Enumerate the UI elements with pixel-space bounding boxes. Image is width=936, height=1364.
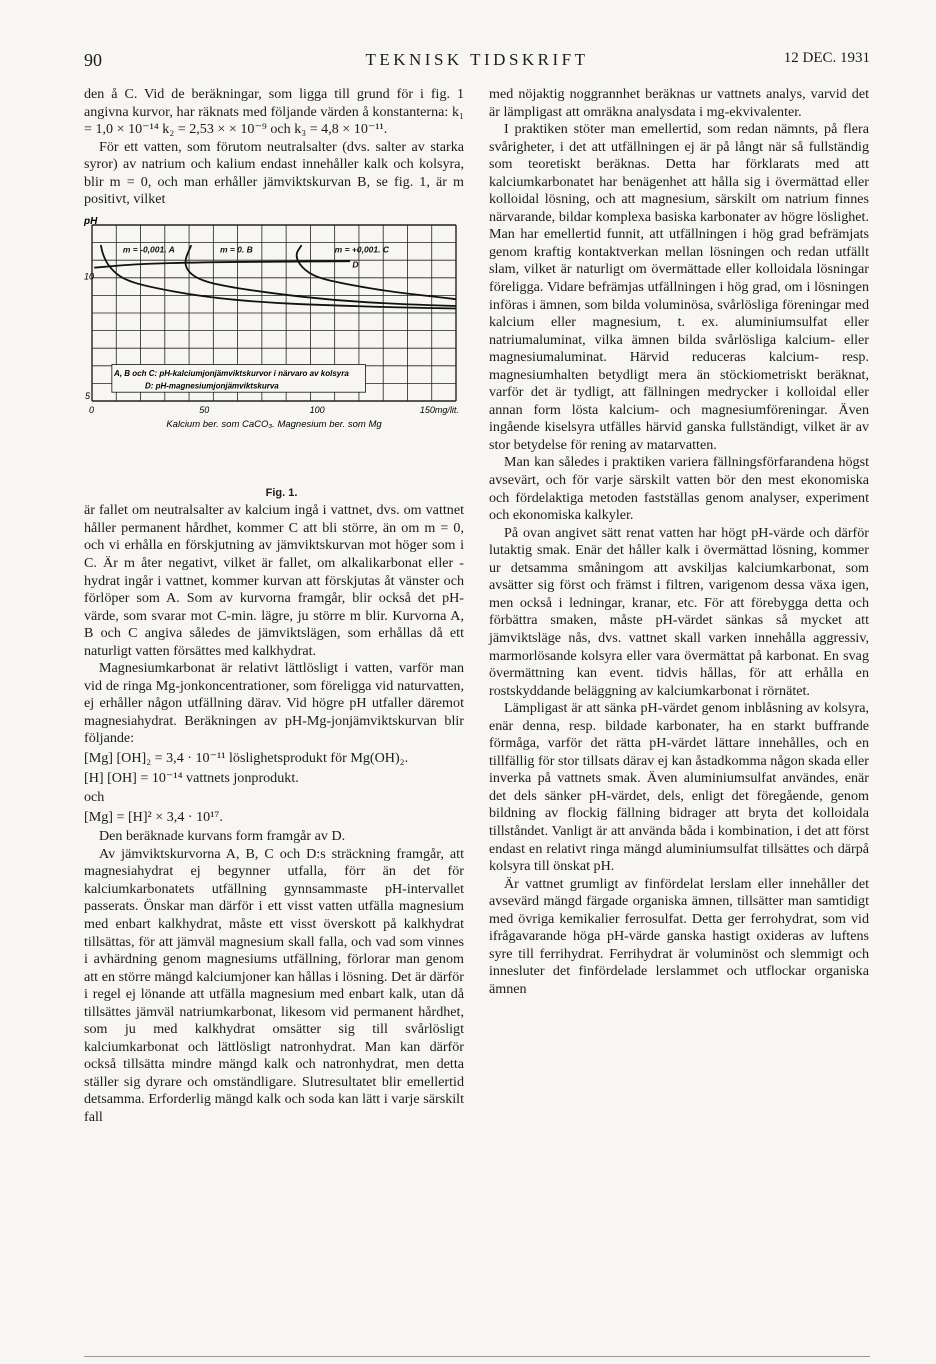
paragraph: Den beräknade kurvans form framgår av D. [99, 828, 346, 845]
paragraph: Magnesiumkarbonat är relativt lättlösligt i vatten, varför man vid de ringa Mg-jonkoncentrationer, som föreligga vid naturvatten, ej erhåller någon utfällning därav. Vid högre pH utfaller däremot magnesiahydrat. Beräkningen av pH-Mg-jonjämviktskurvan blir följande: [84, 660, 464, 747]
paragraph: I praktiken stöter man emellertid, som redan nämnts, på flera svårigheter, i det att utfällningen ej är på långt när så fullständig som teoretiskt beräknas. Detta har förklarats med att kalciumkarbonatet har benägenhet att hålla sig i övermättad eller kolloidal lösning, och att magnesium, särskilt om natrium finnes närvarande, bildar komplexa basiska karbonater av högre löslighet. Man har emellertid funnit, att utfällningen i hög grad befrämjats genom kraftig kontaktverkan mellan lösningen och redan utfällt slam, vilket är naturligt om övermättade eller kolloidala lösningar föreligga. Vidare befrämjas utfällningen i hög grad, om i lösningen införas i ämnen, som bilda voluminösa, svårlösliga föreningar med kalcium eller magnesium, t. ex. aluminiumsulfat eller natriumaluminat, vilka ämnen bilda svårlösliga kalcium- eller magnesiumaluminat. Härvid reduceras kalcium- resp. magnesiumhalten betydligt mera än stöckiometriskt beräknat, varför det är tydligt, att fällningen medrycker i kolloidal eller annan form lösta kalcium- och magnesiumföreningar. Även ingående kiselsyra utfälles härvid ganska fullständigt, vilket är av stor betydelse för rening av matarvatten. [489, 121, 869, 453]
paragraph: är fallet om neutralsalter av kalcium ingå i vattnet, dvs. om vattnet håller permanent hårdhet, kommer C att bli större, än om m = 0, och vi erhålla en förskjutning av jämviktskurvan mot höger som i C. Är m åter negativt, vilket är fallet, om alkalikarbonat eller -hydrat ingår i vattnet, kommer kurvan att förskjutas åt vänster och förlöper som A. Som av kurvorna framgår, blir också det pH-värde, som svarar mot C-min. lägre, ju större m blir. Kurvorna A, B och C angiva således de jämviktslägen, som erhållas då ett naturligt vatten försättes med kalkhydrat. [84, 502, 464, 659]
curve-label: m = 0. B [219, 244, 253, 255]
paragraph: den å C. Vid de beräkningar, som ligga till grund för i fig. 1 angivna kurvor, har räknats med följande värden å konstanterna: k₁ = 1,0 × 10⁻¹⁴ k₂ = 2,53 × × 10⁻⁹ och k₃ = 4,8 × 10⁻¹¹. [84, 86, 464, 138]
x-tick-label: 150 [419, 404, 435, 415]
legend-entry: D: pH-magnesiumjonjämviktskurva [144, 381, 279, 391]
paragraph: För ett vatten, som förutom neutralsalter (dvs. salter av starka syror) av natrium och kalium endast innehåller kalk och kolsyra, blir m = 0, och man erhåller jämviktskurvan B, se fig. 1, är m positivt, vilket [84, 138, 464, 208]
curve-label: m = +0,001. C [334, 244, 390, 255]
x-tick-label: 50 [199, 404, 210, 415]
paragraph: På ovan angivet sätt renat vatten har högt pH-värde och därför lutaktig smak. Enär det håller kalk i övermättad lösning, kommer ur detsamma småningom att avskiljas kalciumkarbonat, som avsätter sig först och främst i filtren, varigenom dessa växa igen, men också i ledningar, kranar, etc. För att förebygga detta och förbättra smaken, måste pH-värdet sänkas så mycket att jämviktsläge nås, dvs. vattnet skall varken innehålla aggressiv, marmorlösande kolsyra eller vara övermättat på karbonat. En svag övermättning kan event. tidvis hållas, för att erhålla en rostskyddande beläggning av kalciumkarbonat i rörnätet. [489, 524, 869, 699]
x-tick-label: 100 [309, 404, 325, 415]
bottom-rule [84, 1356, 870, 1357]
paragraph: Lämpligast är att sänka pH-värdet genom inblåsning av kolsyra, enär denna, resp. bildade karbonater, ha en starkt buffrande förmåga, varför det rätta pH-värdet lättare innehålles, och en tillfällig för stor tillsats därav ej kan åstadkomma någon skada eller inverka på vattnets smak. Även aluminiumsulfat användes, enär det dels sänker pH-värdet, dels, enligt det föregående, genom bildning av flockig fällning bidrager att bryta det kolloidala tillståndet. Vanligt är att använda båda i kombination, i det att först endast en relativt ringa mängd aluminiumsulfat tillsättes och därpå kolsyra till önskat pH. [489, 700, 869, 875]
y-axis-label: pH [84, 215, 98, 227]
x-axis-label: Kalcium ber. som CaCO₃. Magnesium ber. som Mg [166, 418, 382, 430]
issue-date: 12 DEC. 1931 [783, 50, 870, 66]
figure-caption: Fig. 1. [265, 486, 298, 499]
formula: [H] [OH] = 10⁻¹⁴ vattnets jonprodukt. [84, 769, 299, 786]
curve-label: D [352, 259, 359, 270]
formula: [Mg] = [H]² × 3,4 · 10¹⁷. [84, 808, 223, 825]
formula: [Mg] [OH]₂ = 3,4 · 10⁻¹¹ löslighetsprodukt för Mg(OH)₂. [84, 750, 409, 767]
legend-entry: A, B och C: pH-kalciumjonjämviktskurvor i närvaro av kolsyra [114, 368, 349, 378]
figure-1 [84, 215, 464, 477]
paragraph: Av jämviktskurvorna A, B, C och D:s sträckning framgår, att magnesiahydrat ej begynner utfalla, förr än det för kalciumkarbonatets utfällning gynnsammaste pH-intervallet passerats. Önskar man därför i ett visst vatten utfälla magnesium med enbart kalkhydrat, måste ett visst överskott på kalkhydrat tillsättas, för att jämväl magnesium skall falla, och vad som vinnes i avhärdning genom magnesiums utfällning, förlorar man genom att en större mängd kalciumjoner kan hållas i lösning. Det är därför i regel ej lönande att utfälla magnesium med enbart kalk, utan då tillsättes jämväl natriumkarbonat, likesom vid permanent hårdhet, som ju med kalkhydrat omsätter sig till svårlösligt kalciumkarbonat och lättlösligt natronhydrat. Man kan därför också tillsätta mindre mängd kalk och natronhydrat, men detta ställer sig dyrare och omständligare. Slutresultatet blir emellertid detsamma. Erforderlig mängd kalk och soda kan lätt i varje särskilt fall [84, 845, 464, 1125]
curve-label: m = -0,001. A [122, 244, 175, 255]
y-tick-label: 10 [84, 271, 95, 282]
formula-connector: och [84, 789, 105, 806]
paragraph: Man kan således i praktiken variera fällningsförfarandena högst avsevärt, och för varje särskilt vatten bör den mest ekonomiska och fördelaktiga metoden fastställas genom analyser, experiment och ekonomiska kalkyler. [489, 454, 869, 524]
journal-title: TEKNISK TIDSKRIFT [365, 50, 589, 69]
page-number: 90 [84, 50, 102, 70]
x-axis-unit: mg/lit. [434, 404, 459, 415]
page-header [84, 50, 870, 74]
paragraph: Är vattnet grumligt av finfördelat lerslam eller innehåller det avsevärd mängd färgade organiska ämnen, tillsätter man samtidigt med övriga kemikalier ferrosulfat. Detta ger ferrohydrat, som vid ifrågavarande höga pH-värde ganska hastigt oxideras av luftens syre till ferrihydrat. Ferrihydrat är voluminöst och slemmigt och innesluter det finfördelade lerslammet och utflockar organiska ämnen [489, 875, 869, 997]
y-tick-label: 5 [85, 390, 91, 401]
left-column [84, 86, 464, 1127]
x-tick-label: 0 [89, 404, 95, 415]
ph-chart [84, 215, 464, 477]
right-column [489, 86, 869, 998]
paragraph: med nöjaktig noggrannhet beräknas ur vattnets analys, varvid det är lämpligast att omräkna analysdata i mg-ekvivalenter. [489, 86, 869, 120]
series-line-d [94, 261, 350, 268]
